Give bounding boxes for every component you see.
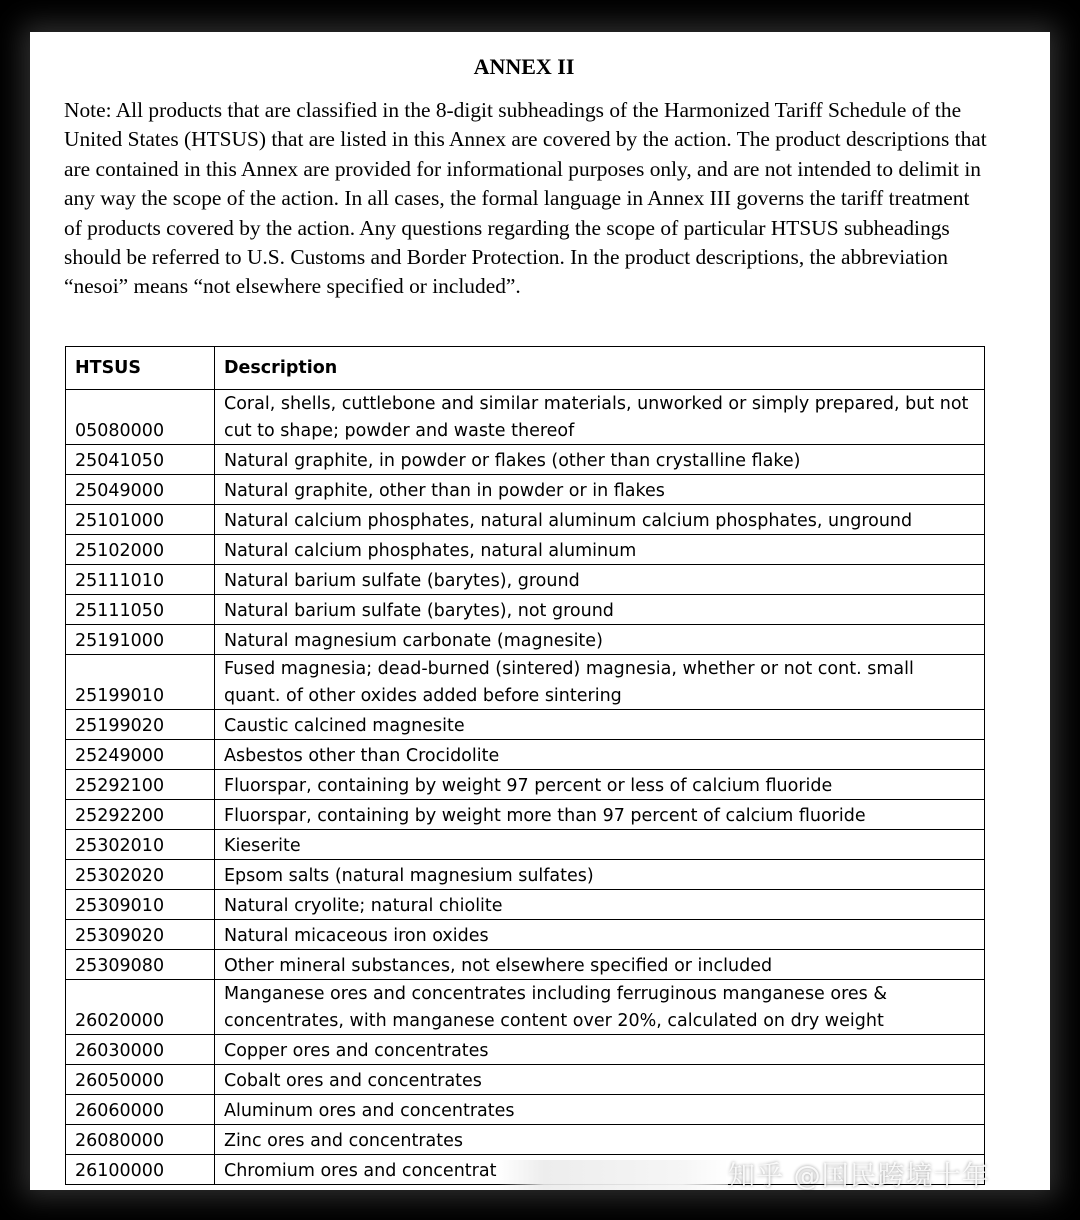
- table-row: [66, 1095, 985, 1125]
- description: Manganese ores and concentrates including ferruginous manganese ores & concentrates, with manganese content over 20%, calculated on dry weight: [215, 980, 985, 1035]
- htsus-code: 25309080: [66, 950, 215, 980]
- watermark-text: 知乎 @国民跨境十年: [728, 1161, 990, 1192]
- table-header-row: [66, 347, 985, 390]
- table-row: [66, 740, 985, 770]
- description: Natural micaceous iron oxides: [215, 920, 985, 950]
- table-row: [66, 860, 985, 890]
- description: Fluorspar, containing by weight 97 percent or less of calcium fluoride: [215, 770, 985, 800]
- table-row: [66, 1035, 985, 1065]
- htsus-code: 25292200: [66, 800, 215, 830]
- header-description: Description: [215, 347, 985, 390]
- table-row: [66, 475, 985, 505]
- table-row: [66, 1065, 985, 1095]
- table-row: [66, 710, 985, 740]
- htsus-code: 25199010: [66, 655, 215, 710]
- description: Coral, shells, cuttlebone and similar materials, unworked or simply prepared, but not cut to shape; powder and waste thereof: [215, 390, 985, 445]
- description: Kieserite: [215, 830, 985, 860]
- description: Natural calcium phosphates, natural aluminum calcium phosphates, unground: [215, 505, 985, 535]
- htsus-code: 26100000: [66, 1155, 215, 1185]
- description: Natural barium sulfate (barytes), not ground: [215, 595, 985, 625]
- description: Natural calcium phosphates, natural aluminum: [215, 535, 985, 565]
- htsus-code: 25302010: [66, 830, 215, 860]
- description: Asbestos other than Crocidolite: [215, 740, 985, 770]
- htsus-code: 25049000: [66, 475, 215, 505]
- htsus-code: 25249000: [66, 740, 215, 770]
- htsus-code: 25191000: [66, 625, 215, 655]
- description: Caustic calcined magnesite: [215, 710, 985, 740]
- htsus-code: 25101000: [66, 505, 215, 535]
- watermark-blur: [498, 1160, 728, 1190]
- table-row: [66, 445, 985, 475]
- description: Aluminum ores and concentrates: [215, 1095, 985, 1125]
- htsus-code: 25041050: [66, 445, 215, 475]
- document-page: [30, 32, 1050, 1190]
- table-row: [66, 980, 985, 1035]
- table-row: [66, 890, 985, 920]
- htsus-code: 25111010: [66, 565, 215, 595]
- description: Natural barium sulfate (barytes), ground: [215, 565, 985, 595]
- description: Natural graphite, other than in powder or in flakes: [215, 475, 985, 505]
- htsus-code: 25111050: [66, 595, 215, 625]
- description: Copper ores and concentrates: [215, 1035, 985, 1065]
- htsus-code: 05080000: [66, 390, 215, 445]
- table-row: [66, 595, 985, 625]
- annex-note: Note: All products that are classified in the 8-digit subheadings of the Harmonized Tariff Schedule of the United States (HTSUS) that are listed in this Annex are covered by the action. The product descriptions that are contained in this Annex are provided for informational purposes only, and are not intended to delimit in any way the scope of the action. In all cases, the formal language in Annex III governs the tariff treatment of products covered by the action. Any questions regarding the scope of particular HTSUS subheadings should be referred to U.S. Customs and Border Protection. In the product descriptions, the abbreviation “nesoi” means “not elsewhere specified or included”.: [64, 98, 987, 299]
- header-htsus: HTSUS: [66, 347, 215, 390]
- description: Natural magnesium carbonate (magnesite): [215, 625, 985, 655]
- table-row: [66, 655, 985, 710]
- description: Zinc ores and concentrates: [215, 1125, 985, 1155]
- htsus-code: 26030000: [66, 1035, 215, 1065]
- description: Chromium ores and concentrat: [215, 1155, 985, 1185]
- htsus-code: 25199020: [66, 710, 215, 740]
- table-row: [66, 950, 985, 980]
- description: Fluorspar, containing by weight more than 97 percent of calcium fluoride: [215, 800, 985, 830]
- htsus-code: 25102000: [66, 535, 215, 565]
- description: Other mineral substances, not elsewhere specified or included: [215, 950, 985, 980]
- table-row: [66, 770, 985, 800]
- description: Cobalt ores and concentrates: [215, 1065, 985, 1095]
- htsus-code: 25292100: [66, 770, 215, 800]
- htsus-code: 25302020: [66, 860, 215, 890]
- htsus-code: 26050000: [66, 1065, 215, 1095]
- table-row: [66, 800, 985, 830]
- table-row: [66, 1125, 985, 1155]
- htsus-code: 26060000: [66, 1095, 215, 1125]
- table-row: [66, 390, 985, 445]
- table-row: [66, 505, 985, 535]
- description: Natural graphite, in powder or flakes (other than crystalline flake): [215, 445, 985, 475]
- table-row: [66, 565, 985, 595]
- table-row: [66, 535, 985, 565]
- table-row: [66, 830, 985, 860]
- description: Natural cryolite; natural chiolite: [215, 890, 985, 920]
- description: Epsom salts (natural magnesium sulfates): [215, 860, 985, 890]
- htsus-code: 26020000: [66, 980, 215, 1035]
- htsus-code: 25309020: [66, 920, 215, 950]
- htsus-code: 25309010: [66, 890, 215, 920]
- htsus-table: [65, 346, 985, 1185]
- table-row: [66, 920, 985, 950]
- table-row: [66, 625, 985, 655]
- htsus-code: 26080000: [66, 1125, 215, 1155]
- description: Fused magnesia; dead-burned (sintered) magnesia, whether or not cont. small quant. of other oxides added before sintering: [215, 655, 985, 710]
- annex-heading: ANNEX II: [473, 54, 575, 79]
